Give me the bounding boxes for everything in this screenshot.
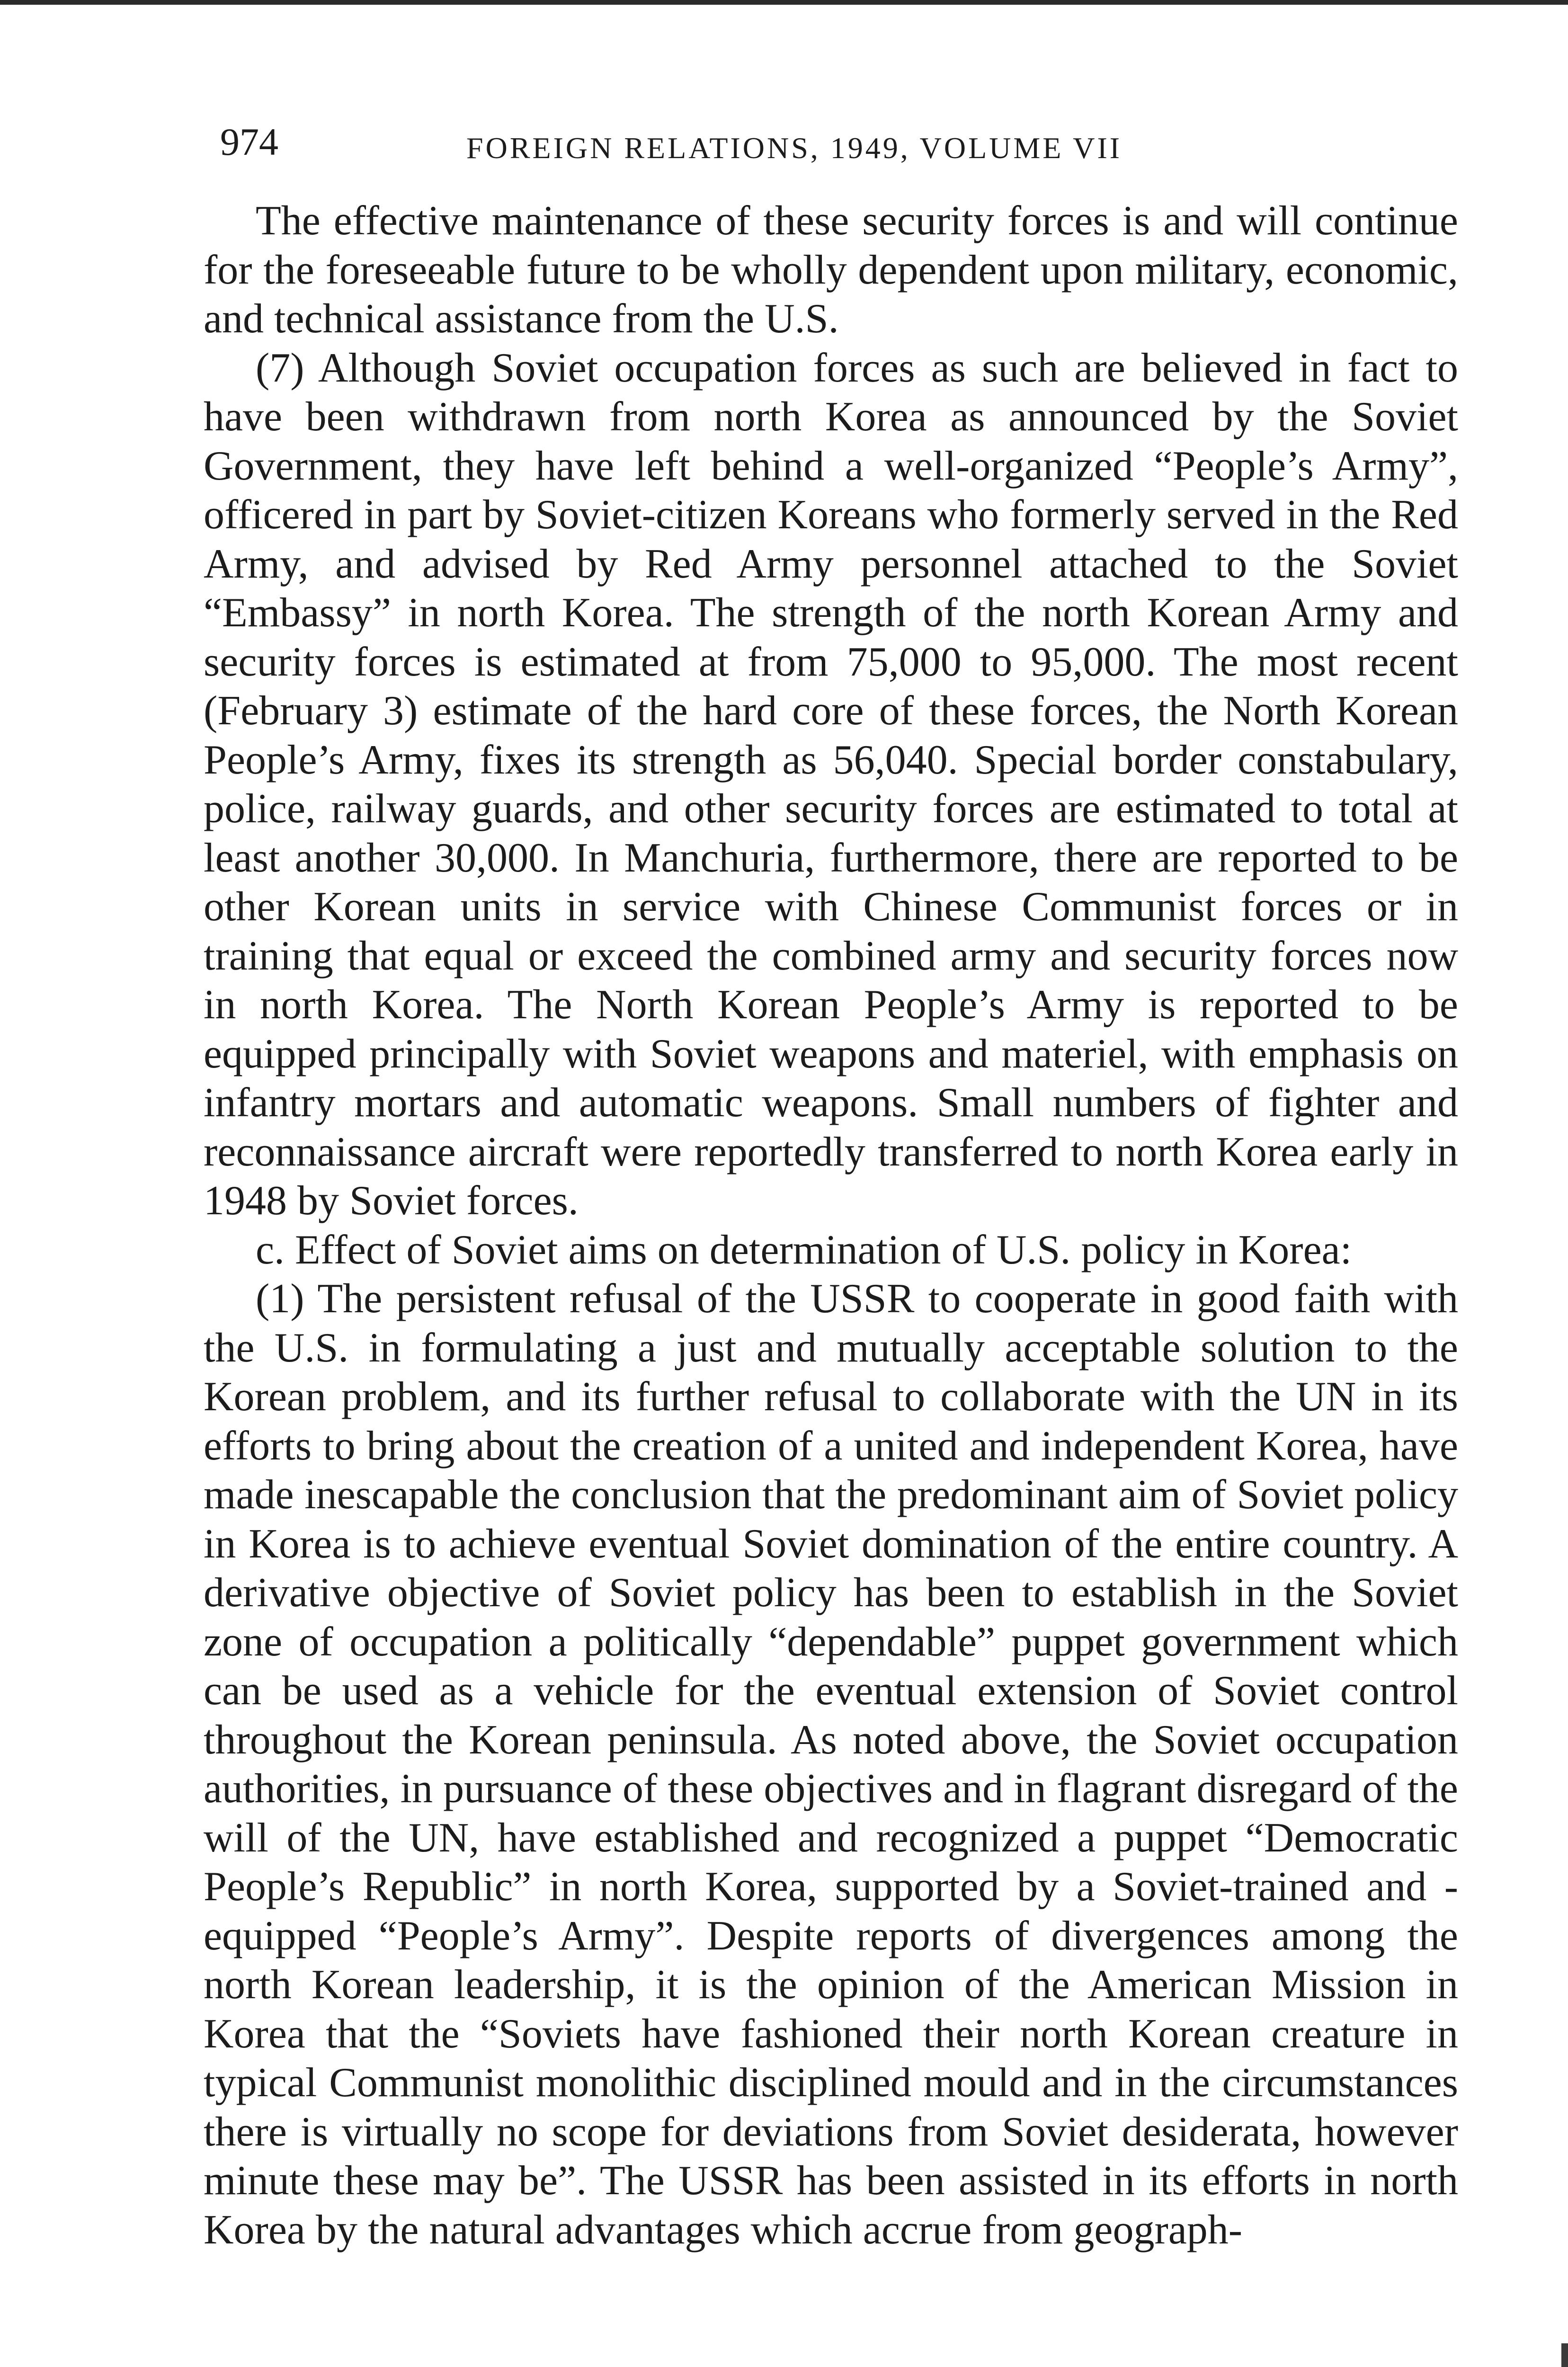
running-head: FOREIGN RELATIONS, 1949, VOLUME VII — [466, 131, 1123, 165]
paragraph-7-soviet-forces: (7) Although Soviet occupation forces as such are believed in fact to have been withdrawn from north Korea as announced by the Soviet Government, they have left behind a well-organized “People’s Army”, officered in part by Soviet-citizen Koreans who formerly served in the Red Army, and advised by Red Army personnel attached to the Soviet “Embassy” in north Korea. The strength of the north Korean Army and security forces is estimated at from 75,000 to 95,000. The most recent (February 3) estimate of the hard core of these forces, the North Korean People’s Army, fixes its strength as 56,040. Special border constabulary, police, railway guards, and other security forces are estimated to total at least another 30,000. In Manchuria, furthermore, there are reported to be other Korean units in service with Chinese Communist forces or in training that equal or exceed the combined army and security forces now in north Korea. The North Korean People’s Army is reported to be equipped principally with Soviet weapons and materiel, with emphasis on infantry mortars and automatic weapons. Small numbers of fighter and reconnaissance aircraft were reportedly transferred to north Korea early in 1948 by Soviet forces. — [204, 345, 1458, 1224]
page-header — [220, 118, 1479, 175]
body-text — [204, 196, 1458, 2254]
scan-right-edge — [1561, 2343, 1568, 2367]
page-number: 974 — [220, 120, 278, 163]
paragraph-c-heading: c. Effect of Soviet aims on determination of U.S. policy in Korea: — [256, 1227, 1352, 1273]
paragraph-1-soviet-refusal: (1) The persistent refusal of the USSR to cooperate in good faith with the U.S. in formulating a just and mutually acceptable solution to the Korean problem, and its further refusal to collaborate with the UN in its efforts to bring about the creation of a united and independent Korea, have made inescapable the conclusion that the predominant aim of Soviet policy in Korea is to achieve eventual Soviet domination of the entire country. A derivative objective of Soviet policy has been to establish in the Soviet zone of occupation a politically “dependable” puppet government which can be used as a vehicle for the eventual extension of Soviet control throughout the Korean peninsula. As noted above, the Soviet occupation authorities, in pursuance of these objectives and in flagrant disregard of the will of the UN, have established and recognized a puppet “Democratic People’s Republic” in north Korea, supported by a Soviet-trained and -equipped “People’s Army”. Despite reports of divergences among the north Korean leadership, it is the opinion of the American Mission in Korea that the “Soviets have fashioned their north Korean creature in typical Communist monolithic disciplined mould and in the circumstances there is virtually no scope for deviations from Soviet desiderata, however minute these may be”. The USSR has been assisted in its efforts in north Korea by the natural advantages which accrue from geograph- — [204, 1276, 1458, 2253]
scan-top-edge — [0, 0, 1568, 5]
paragraph-security-forces: The effective maintenance of these security forces is and will continue for the foreseeable future to be wholly dependent upon military, economic, and technical assistance from the U.S. — [204, 198, 1458, 342]
